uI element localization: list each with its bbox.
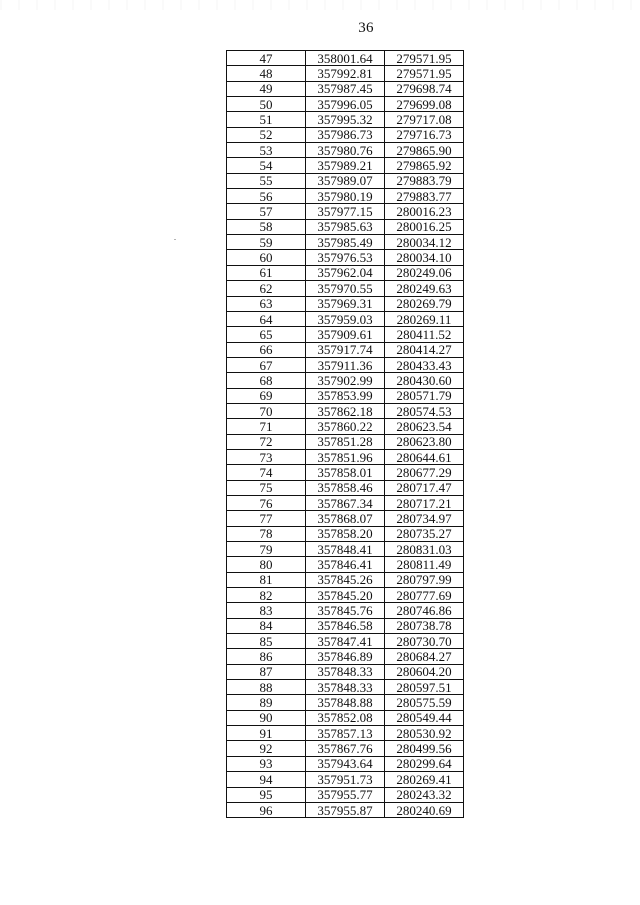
table-row [227,772,464,787]
point-number-cell: 94 [227,772,306,787]
point-number-cell: 51 [227,112,306,127]
y-coordinate-cell: 280735.27 [385,526,464,541]
x-coordinate-cell: 357917.74 [306,342,385,357]
point-number-cell: 95 [227,787,306,802]
table-row [227,434,464,449]
y-coordinate-cell: 280575.59 [385,695,464,710]
point-number-cell: 81 [227,572,306,587]
x-coordinate-cell: 357995.32 [306,112,385,127]
point-number-cell: 56 [227,189,306,204]
point-number-cell: 66 [227,342,306,357]
x-coordinate-cell: 357860.22 [306,419,385,434]
table-row [227,710,464,725]
point-number-cell: 62 [227,281,306,296]
x-coordinate-cell: 357992.81 [306,66,385,81]
table-row [227,741,464,756]
point-number-cell: 68 [227,373,306,388]
x-coordinate-cell: 357857.13 [306,726,385,741]
y-coordinate-cell: 279865.90 [385,143,464,158]
y-coordinate-cell: 280240.69 [385,802,464,817]
table-row [227,189,464,204]
y-coordinate-cell: 280249.63 [385,281,464,296]
y-coordinate-cell: 280499.56 [385,741,464,756]
y-coordinate-cell: 279717.08 [385,112,464,127]
table-row [227,572,464,587]
point-number-cell: 82 [227,588,306,603]
table-row [227,296,464,311]
y-coordinate-cell: 280433.43 [385,357,464,372]
point-number-cell: 89 [227,695,306,710]
point-number-cell: 58 [227,219,306,234]
y-coordinate-cell: 280411.52 [385,327,464,342]
y-coordinate-cell: 280269.11 [385,311,464,326]
point-number-cell: 50 [227,97,306,112]
y-coordinate-cell: 280677.29 [385,465,464,480]
point-number-cell: 79 [227,542,306,557]
point-number-cell: 96 [227,802,306,817]
x-coordinate-cell: 357989.21 [306,158,385,173]
y-coordinate-cell: 280299.64 [385,756,464,771]
table-row [227,66,464,81]
point-number-cell: 83 [227,603,306,618]
y-coordinate-cell: 280597.51 [385,680,464,695]
scan-noise-top [0,0,640,10]
x-coordinate-cell: 357848.33 [306,680,385,695]
x-coordinate-cell: 357846.89 [306,649,385,664]
x-coordinate-cell: 357858.20 [306,526,385,541]
table-row [227,465,464,480]
y-coordinate-cell: 280623.54 [385,419,464,434]
x-coordinate-cell: 357852.08 [306,710,385,725]
point-number-cell: 48 [227,66,306,81]
x-coordinate-cell: 357977.15 [306,204,385,219]
point-number-cell: 69 [227,388,306,403]
y-coordinate-cell: 280684.27 [385,649,464,664]
point-number-cell: 85 [227,634,306,649]
table-row [227,388,464,403]
x-coordinate-cell: 357847.41 [306,634,385,649]
x-coordinate-cell: 357868.07 [306,511,385,526]
x-coordinate-cell: 357985.49 [306,235,385,250]
y-coordinate-cell: 280016.25 [385,219,464,234]
table-row [227,557,464,572]
table-row [227,526,464,541]
table-row [227,756,464,771]
x-coordinate-cell: 357970.55 [306,281,385,296]
point-number-cell: 70 [227,403,306,418]
x-coordinate-cell: 357867.34 [306,495,385,510]
y-coordinate-cell: 280430.60 [385,373,464,388]
point-number-cell: 91 [227,726,306,741]
table-row [227,204,464,219]
x-coordinate-cell: 357909.61 [306,327,385,342]
y-coordinate-cell: 280797.99 [385,572,464,587]
x-coordinate-cell: 358001.64 [306,51,385,66]
y-coordinate-cell: 280746.86 [385,603,464,618]
point-number-cell: 57 [227,204,306,219]
point-number-cell: 86 [227,649,306,664]
y-coordinate-cell: 280574.53 [385,403,464,418]
y-coordinate-cell: 280034.10 [385,250,464,265]
table-row [227,802,464,817]
y-coordinate-cell: 280730.70 [385,634,464,649]
y-coordinate-cell: 279883.79 [385,173,464,188]
x-coordinate-cell: 357955.87 [306,802,385,817]
point-number-cell: 59 [227,235,306,250]
x-coordinate-cell: 357985.63 [306,219,385,234]
x-coordinate-cell: 357980.19 [306,189,385,204]
table-row [227,342,464,357]
x-coordinate-cell: 357986.73 [306,127,385,142]
y-coordinate-cell: 280530.92 [385,726,464,741]
table-row [227,357,464,372]
table-row [227,511,464,526]
x-coordinate-cell: 357969.31 [306,296,385,311]
table-row [227,726,464,741]
x-coordinate-cell: 357853.99 [306,388,385,403]
y-coordinate-cell: 280549.44 [385,710,464,725]
x-coordinate-cell: 357858.46 [306,480,385,495]
point-number-cell: 72 [227,434,306,449]
x-coordinate-cell: 357951.73 [306,772,385,787]
table-row [227,495,464,510]
x-coordinate-cell: 357858.01 [306,465,385,480]
y-coordinate-cell: 280571.79 [385,388,464,403]
x-coordinate-cell: 357867.76 [306,741,385,756]
table-row [227,51,464,66]
page-number: 36 [358,20,374,36]
table-row [227,158,464,173]
x-coordinate-cell: 357851.96 [306,449,385,464]
table-row [227,419,464,434]
y-coordinate-cell: 280717.21 [385,495,464,510]
point-number-cell: 60 [227,250,306,265]
point-number-cell: 77 [227,511,306,526]
table-row [227,588,464,603]
x-coordinate-cell: 357845.76 [306,603,385,618]
x-coordinate-cell: 357846.41 [306,557,385,572]
y-coordinate-cell: 279865.92 [385,158,464,173]
point-number-cell: 54 [227,158,306,173]
point-number-cell: 67 [227,357,306,372]
y-coordinate-cell: 280738.78 [385,618,464,633]
table-row [227,281,464,296]
y-coordinate-cell: 280269.79 [385,296,464,311]
table-row [227,449,464,464]
table-row [227,480,464,495]
x-coordinate-cell: 357862.18 [306,403,385,418]
table-row [227,695,464,710]
table-row [227,219,464,234]
point-number-cell: 78 [227,526,306,541]
x-coordinate-cell: 357845.20 [306,588,385,603]
y-coordinate-cell: 279699.08 [385,97,464,112]
y-coordinate-cell: 280831.03 [385,542,464,557]
point-number-cell: 64 [227,311,306,326]
x-coordinate-cell: 357996.05 [306,97,385,112]
table-row [227,618,464,633]
x-coordinate-cell: 357902.99 [306,373,385,388]
y-coordinate-cell: 279571.95 [385,51,464,66]
table-row [227,649,464,664]
table-row [227,542,464,557]
point-number-cell: 80 [227,557,306,572]
table-row [227,127,464,142]
table-row [227,603,464,618]
table-row [227,664,464,679]
y-coordinate-cell: 280016.23 [385,204,464,219]
x-coordinate-cell: 357848.33 [306,664,385,679]
point-number-cell: 75 [227,480,306,495]
table-row [227,265,464,280]
y-coordinate-cell: 280644.61 [385,449,464,464]
y-coordinate-cell: 280034.12 [385,235,464,250]
table-row [227,143,464,158]
x-coordinate-cell: 357846.58 [306,618,385,633]
y-coordinate-cell: 280717.47 [385,480,464,495]
x-coordinate-cell: 357848.88 [306,695,385,710]
table-row [227,680,464,695]
y-coordinate-cell: 279698.74 [385,81,464,96]
point-number-cell: 74 [227,465,306,480]
table-row [227,787,464,802]
x-coordinate-cell: 357959.03 [306,311,385,326]
point-number-cell: 71 [227,419,306,434]
table-row [227,235,464,250]
table-row [227,81,464,96]
x-coordinate-cell: 357987.45 [306,81,385,96]
x-coordinate-cell: 357976.53 [306,250,385,265]
point-number-cell: 87 [227,664,306,679]
point-number-cell: 63 [227,296,306,311]
y-coordinate-cell: 280623.80 [385,434,464,449]
point-number-cell: 52 [227,127,306,142]
x-coordinate-cell: 357848.41 [306,542,385,557]
point-number-cell: 47 [227,51,306,66]
x-coordinate-cell: 357962.04 [306,265,385,280]
point-number-cell: 90 [227,710,306,725]
point-number-cell: 73 [227,449,306,464]
x-coordinate-cell: 357989.07 [306,173,385,188]
table-row [227,634,464,649]
table-row [227,97,464,112]
point-number-cell: 49 [227,81,306,96]
table-row [227,373,464,388]
y-coordinate-cell: 279571.95 [385,66,464,81]
scan-mark [174,239,176,240]
coordinates-table [226,50,464,818]
y-coordinate-cell: 279716.73 [385,127,464,142]
table-row [227,173,464,188]
x-coordinate-cell: 357851.28 [306,434,385,449]
table-row [227,112,464,127]
y-coordinate-cell: 280249.06 [385,265,464,280]
y-coordinate-cell: 279883.77 [385,189,464,204]
y-coordinate-cell: 280811.49 [385,557,464,572]
point-number-cell: 55 [227,173,306,188]
y-coordinate-cell: 280243.32 [385,787,464,802]
x-coordinate-cell: 357955.77 [306,787,385,802]
y-coordinate-cell: 280777.69 [385,588,464,603]
x-coordinate-cell: 357980.76 [306,143,385,158]
table-row [227,403,464,418]
coordinates-table-body [227,51,464,818]
y-coordinate-cell: 280414.27 [385,342,464,357]
point-number-cell: 88 [227,680,306,695]
table-row [227,250,464,265]
x-coordinate-cell: 357845.26 [306,572,385,587]
point-number-cell: 84 [227,618,306,633]
table-row [227,327,464,342]
point-number-cell: 53 [227,143,306,158]
y-coordinate-cell: 280604.20 [385,664,464,679]
point-number-cell: 93 [227,756,306,771]
point-number-cell: 65 [227,327,306,342]
y-coordinate-cell: 280734.97 [385,511,464,526]
point-number-cell: 92 [227,741,306,756]
x-coordinate-cell: 357943.64 [306,756,385,771]
point-number-cell: 61 [227,265,306,280]
x-coordinate-cell: 357911.36 [306,357,385,372]
table-row [227,311,464,326]
point-number-cell: 76 [227,495,306,510]
y-coordinate-cell: 280269.41 [385,772,464,787]
